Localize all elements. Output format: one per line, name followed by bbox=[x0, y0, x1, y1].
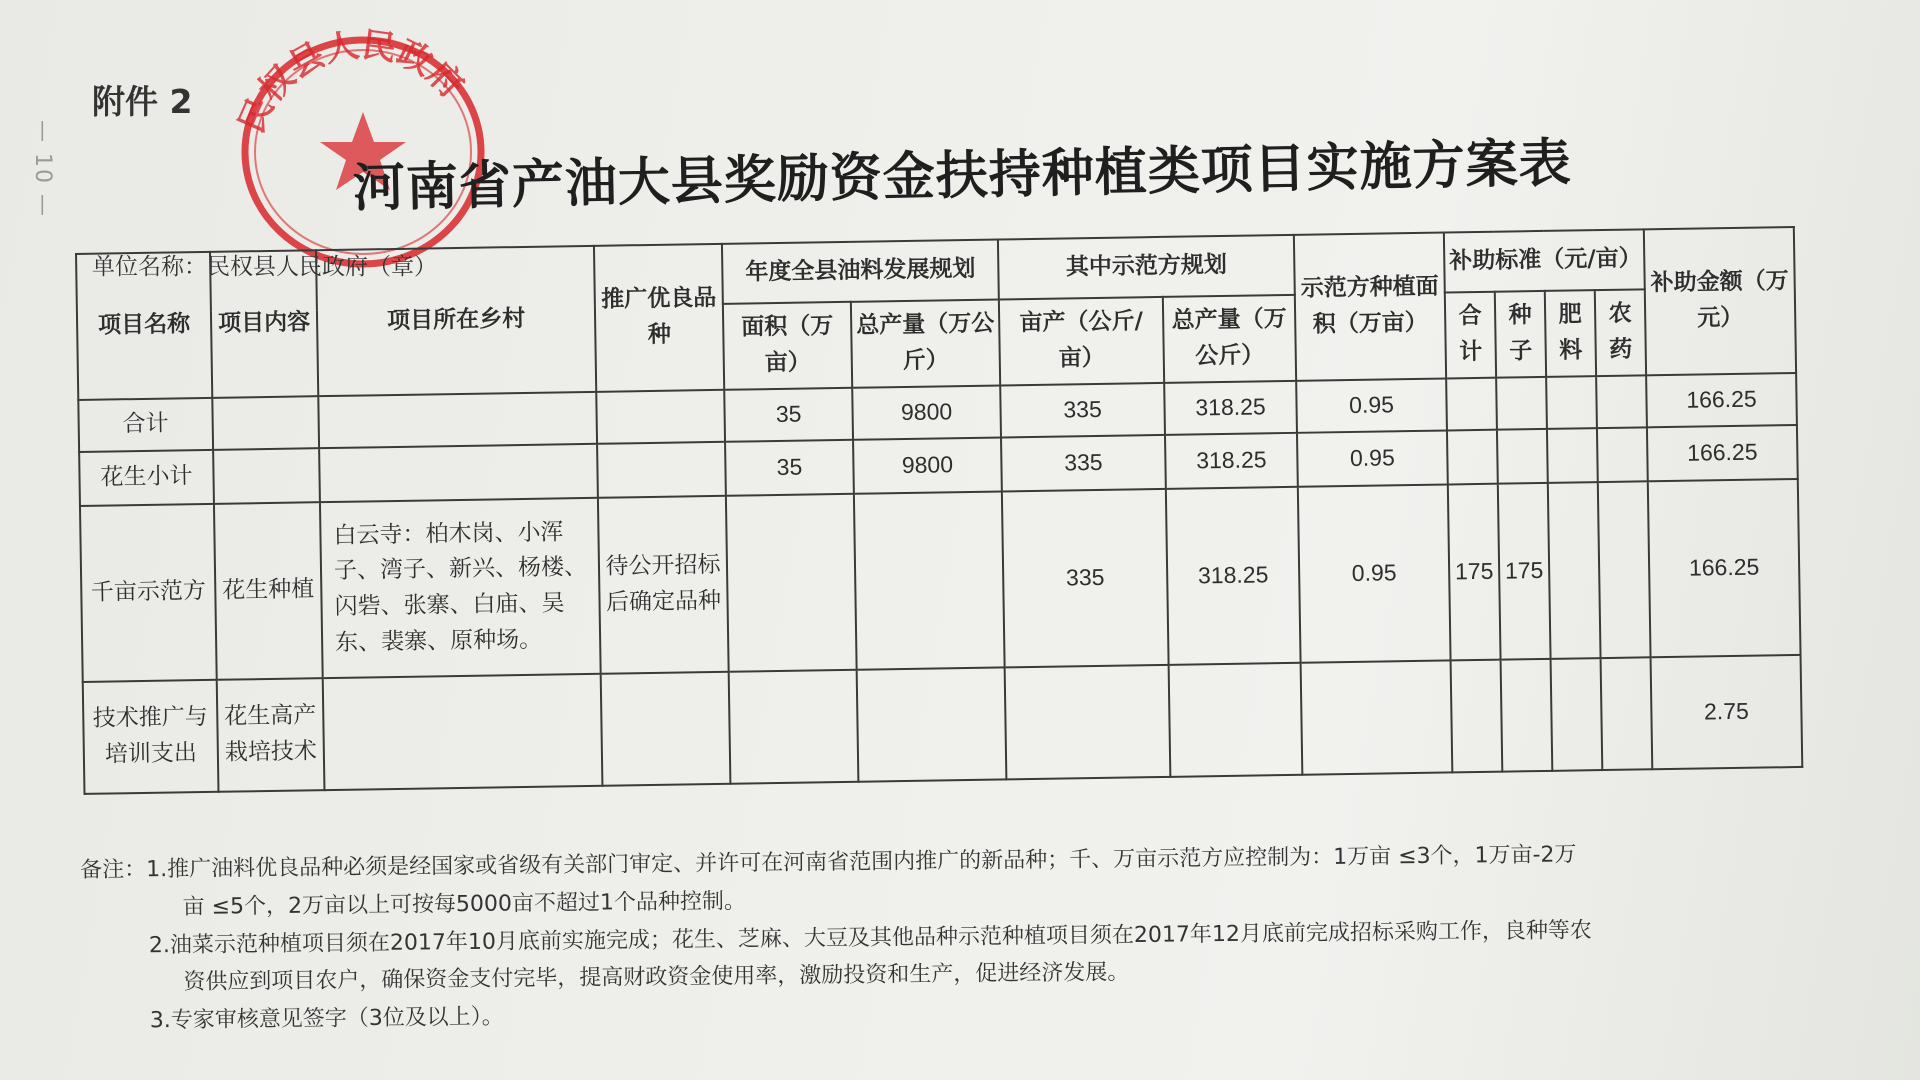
cell-area bbox=[729, 670, 859, 784]
notes-section bbox=[80, 833, 1862, 1041]
cell-total-output bbox=[857, 667, 1007, 781]
cell-demo-area: 0.95 bbox=[1297, 430, 1448, 486]
cell-demo-output: 318.25 bbox=[1164, 381, 1297, 435]
note-1b: 亩 ≤5个，2万亩以上可按每5000亩不超过1个品种控制。 bbox=[182, 888, 747, 920]
table-row-demo bbox=[80, 479, 1801, 682]
header-annual-plan: 年度全县油料发展规划 bbox=[722, 240, 999, 304]
note-3: 3.专家审核意见签字（3位及以上）。 bbox=[149, 1004, 504, 1034]
cell-name: 技术推广与培训支出 bbox=[83, 680, 219, 794]
header-project-name: 项目名称 bbox=[76, 252, 212, 400]
cell-demo-area: 0.95 bbox=[1298, 484, 1451, 662]
cell-sum bbox=[1446, 378, 1497, 431]
cell-sum bbox=[1447, 430, 1498, 485]
cell-location bbox=[319, 444, 598, 502]
header-sum: 合计 bbox=[1445, 292, 1496, 379]
cell-pesticide bbox=[1597, 427, 1648, 482]
cell-name: 花生小计 bbox=[79, 450, 214, 506]
header-pesticide: 农药 bbox=[1595, 289, 1646, 376]
page-number-mark: — 10 — bbox=[30, 120, 55, 218]
header-fertilizer: 肥料 bbox=[1545, 290, 1596, 377]
cell-demo-output bbox=[1169, 663, 1303, 777]
seal-text: 民权县人民政府 bbox=[231, 24, 472, 140]
header-variety: 推广优良品种 bbox=[594, 244, 724, 392]
cell-area: 35 bbox=[725, 440, 854, 496]
cell-pesticide bbox=[1596, 375, 1647, 428]
cell-total-output: 9800 bbox=[853, 437, 1002, 493]
note-2b: 资供应到项目农户，确保资金支付完毕，提高财政资金使用率，激励投资和生产，促进经济发展。 bbox=[183, 960, 1130, 996]
plan-table bbox=[75, 226, 1803, 795]
cell-amount: 166.25 bbox=[1648, 479, 1801, 657]
attachment-label: 附件 2 bbox=[92, 82, 193, 121]
cell-area: 35 bbox=[724, 388, 853, 442]
header-yield-per-mu: 亩产（公斤/亩） bbox=[999, 297, 1164, 386]
cell-fertilizer bbox=[1546, 376, 1597, 429]
cell-seed: 175 bbox=[1498, 483, 1551, 660]
header-demo-total-output: 总产量（万公斤） bbox=[1163, 295, 1296, 383]
cell-demo-output: 318.25 bbox=[1166, 487, 1301, 665]
cell-sum bbox=[1451, 660, 1503, 773]
svg-text:民权县人民政府 bbox=[232, 25, 472, 139]
cell-demo-area bbox=[1301, 660, 1453, 774]
unit-name: 单位名称：民权县人民政府（章） bbox=[92, 254, 437, 280]
cell-variety bbox=[601, 672, 731, 786]
header-demo-area: 示范方种植面积（万亩） bbox=[1294, 232, 1446, 380]
cell-sum: 175 bbox=[1448, 484, 1501, 661]
cell-name: 千亩示范方 bbox=[80, 504, 217, 682]
cell-demo-output: 318.25 bbox=[1165, 433, 1298, 489]
header-location: 项目所在乡村 bbox=[316, 246, 596, 396]
cell-pesticide bbox=[1598, 481, 1651, 658]
cell-name: 合计 bbox=[78, 398, 213, 452]
cell-yield: 335 bbox=[1002, 489, 1169, 668]
cell-variety bbox=[597, 442, 726, 498]
cell-demo-area: 0.95 bbox=[1296, 378, 1447, 432]
cell-location: 白云寺：柏木岗、小浑子、湾子、新兴、杨楼、闪砦、张寨、白庙、吴东、裴寨、原种场。 bbox=[320, 498, 601, 678]
header-total-output: 总产量（万公斤） bbox=[851, 299, 1000, 387]
header-demo-plan: 其中示范方规划 bbox=[998, 235, 1295, 300]
cell-fertilizer bbox=[1547, 428, 1598, 483]
cell-seed bbox=[1496, 377, 1547, 430]
note-2a: 2.油菜示范种植项目须在2017年10月底前实施完成；花生、芝麻、大豆及其他品种示范种植项目须在2017年12月底前完成招标采购工作，良种等农 bbox=[148, 917, 1593, 958]
cell-yield: 335 bbox=[1001, 435, 1166, 492]
cell-variety bbox=[596, 390, 725, 444]
cell-pesticide bbox=[1601, 657, 1653, 770]
notes-label: 备注： bbox=[80, 857, 147, 883]
cell-area bbox=[726, 494, 857, 672]
cell-amount: 2.75 bbox=[1651, 655, 1803, 769]
cell-content: 花生高产栽培技术 bbox=[217, 678, 325, 792]
cell-seed bbox=[1501, 659, 1553, 772]
cell-amount: 166.25 bbox=[1646, 373, 1797, 427]
header-subsidy-amount: 补助金额（万元） bbox=[1644, 227, 1796, 375]
cell-yield: 335 bbox=[1000, 383, 1165, 438]
cell-yield bbox=[1005, 665, 1171, 780]
cell-location bbox=[318, 392, 597, 448]
note-1a-text: 1.推广油料优良品种必须是经国家或省级有关部门审定、并许可在河南省范围内推广的新品种；千、万亩示范方应控制为：1万亩 ≤3个，1万亩-2万 bbox=[146, 842, 1577, 883]
cell-amount: 166.25 bbox=[1647, 425, 1798, 481]
cell-seed bbox=[1497, 429, 1548, 484]
cell-total-output: 9800 bbox=[852, 385, 1001, 439]
cell-total-output bbox=[854, 491, 1005, 669]
cell-variety: 待公开招标后确定品种 bbox=[598, 496, 729, 674]
plan-table-wrapper bbox=[75, 226, 1803, 795]
cell-content: 花生种植 bbox=[214, 502, 323, 680]
header-subsidy-standard: 补助标准（元/亩） bbox=[1444, 229, 1645, 292]
cell-location bbox=[323, 674, 603, 790]
header-project-content: 项目内容 bbox=[210, 250, 318, 398]
cell-content bbox=[212, 396, 319, 450]
header-seed: 种子 bbox=[1495, 291, 1546, 378]
header-area: 面积（万亩） bbox=[723, 302, 852, 390]
cell-fertilizer bbox=[1551, 658, 1603, 771]
document-title: 河南省产油大县奖励资金扶持种植类项目实施方案表 bbox=[352, 132, 1573, 219]
cell-fertilizer bbox=[1548, 482, 1601, 659]
cell-content bbox=[213, 448, 320, 504]
